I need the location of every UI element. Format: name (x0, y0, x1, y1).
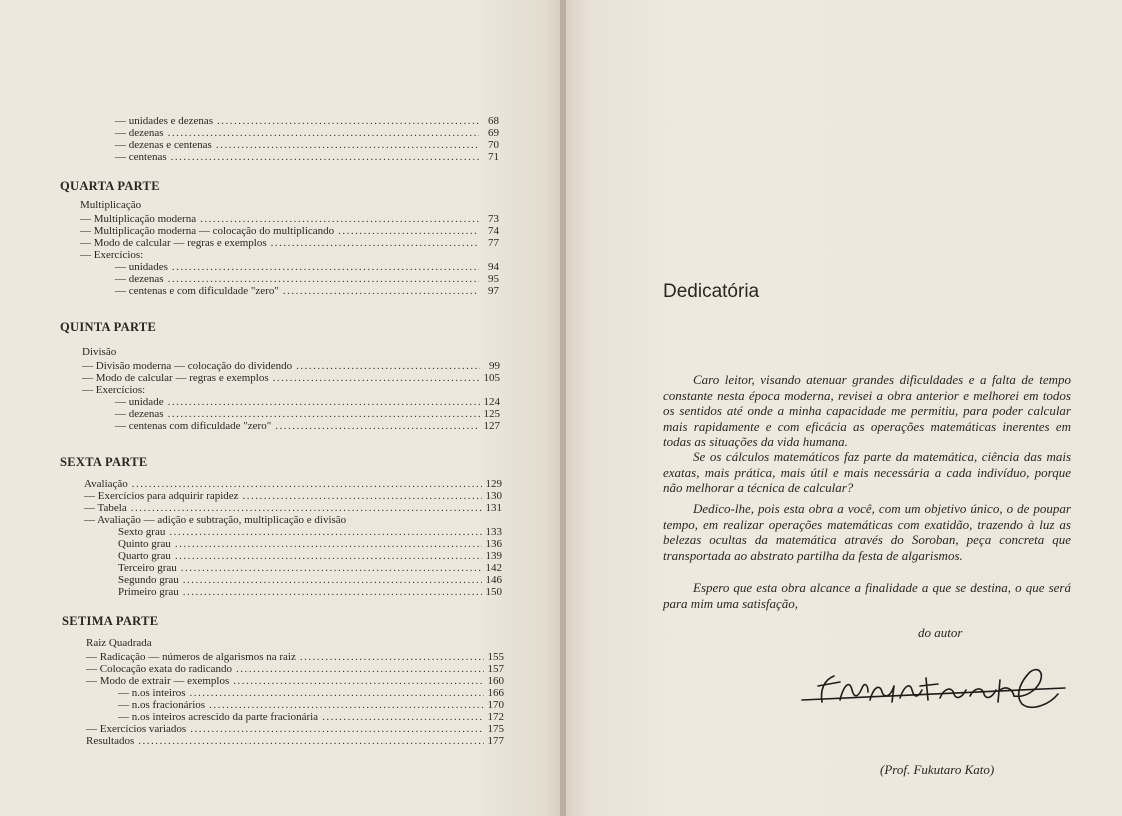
toc-row: Primeiro grau ..... 150 (118, 586, 502, 598)
author-line: do autor (918, 625, 963, 640)
toc-row: — dezenas ..... 125 (115, 408, 500, 420)
toc-row: Resultados ..... 177 (86, 735, 504, 747)
toc-row: — Exercícios: (82, 384, 146, 396)
toc-row: — unidades e dezenas ..... 68 (115, 115, 499, 127)
toc-row: — n.os fracionários ..... 170 (118, 699, 504, 711)
toc-row: Avaliação ..... 129 (84, 478, 502, 490)
toc-row: Terceiro grau ..... 142 (118, 562, 502, 574)
toc-row: — Exercícios variados ..... 175 (86, 723, 504, 735)
handwritten-signature (800, 660, 1075, 725)
toc-row: — Tabela ..... 131 (84, 502, 502, 514)
toc-row: — Radicação — números de algarismos na raiz ..... 155 (86, 651, 504, 663)
toc-row: — n.os inteiros acrescido da parte fracionária ..... 172 (118, 711, 504, 723)
section-heading: QUARTA PARTE (60, 179, 160, 193)
dedication-paragraph: Se os cálculos matemáticos faz parte da matemática, ciência das mais exatas, mais prática, mais útil e mais necessária a cada indivíduo, porque não melhorar a técnica de calcular? (663, 449, 1071, 495)
signatory-name: (Prof. Fukutaro Kato) (880, 762, 995, 777)
section-subheading: Multiplicação (80, 199, 142, 211)
dedication-paragraph: Dedico-lhe, pois esta obra a você, com um objetivo único, o de poupar tempo, em realizar operações matemáticas com exatidão, trazendo à luz as belezas ocultas da matemática através do Soroban, peça concreta que transportada ao abstrato partilha da festa de algarismos. (663, 501, 1071, 563)
toc-row: — Exercícios para adquirir rapidez ..... 130 (84, 490, 502, 502)
toc-row: — dezenas ..... 69 (115, 127, 499, 139)
toc-row: — n.os inteiros ..... 166 (118, 687, 504, 699)
toc-row: — Colocação exata do radicando ..... 157 (86, 663, 504, 675)
toc-row: Segundo grau ..... 146 (118, 574, 502, 586)
toc-row: — centenas com dificuldade "zero" ..... 127 (115, 420, 500, 432)
toc-row: — Modo de calcular — regras e exemplos ..... 105 (82, 372, 500, 384)
toc-row: Sexto grau ..... 133 (118, 526, 502, 538)
toc-row: — dezenas e centenas ..... 70 (115, 139, 499, 151)
toc-row: — centenas ..... 71 (115, 151, 499, 163)
toc-row: — unidades ..... 94 (115, 261, 499, 273)
toc-row: — Modo de calcular — regras e exemplos ..... 77 (80, 237, 499, 249)
section-heading: SEXTA PARTE (60, 455, 148, 469)
toc-row: Quinto grau ..... 136 (118, 538, 502, 550)
dedication-title: Dedicatória (663, 281, 760, 302)
toc-row: — Exercícios: (80, 249, 144, 261)
toc-row: — Multiplicação moderna ..... 73 (80, 213, 499, 225)
toc-row: — unidade ..... 124 (115, 396, 500, 408)
toc-row: — Divisão moderna — colocação do dividendo ..... 99 (82, 360, 500, 372)
toc-row: — dezenas ..... 95 (115, 273, 499, 285)
toc-row: — centenas e com dificuldade "zero" ..... 97 (115, 285, 499, 297)
section-heading: QUINTA PARTE (60, 320, 157, 334)
toc-row: — Avaliação — adição e subtração, multiplicação e divisão (84, 514, 347, 526)
toc-row: — Modo de extrair — exemplos ..... 160 (86, 675, 504, 687)
section-subheading: Divisão (82, 346, 117, 358)
dedication-paragraph: Caro leitor, visando atenuar grandes dificuldades e a falta de tempo constante nesta época moderna, revisei a obra anterior e melhorei em todos os sentidos até onde a minha capacidade me permitiu, para poder calcular mais rapidamente e com eficácia as operações matemáticas inerentes em todas as situações da vida humana. (663, 372, 1071, 449)
dedication-paragraph: Espero que esta obra alcance a finalidade a que se destina, o que será para mim uma satisfação, (663, 580, 1071, 611)
section-heading: SETIMA PARTE (62, 614, 159, 628)
toc-row: Quarto grau ..... 139 (118, 550, 502, 562)
section-subheading: Raiz Quadrada (86, 637, 152, 649)
toc-row: — Multiplicação moderna — colocação do multiplicando ..... 74 (80, 225, 499, 237)
